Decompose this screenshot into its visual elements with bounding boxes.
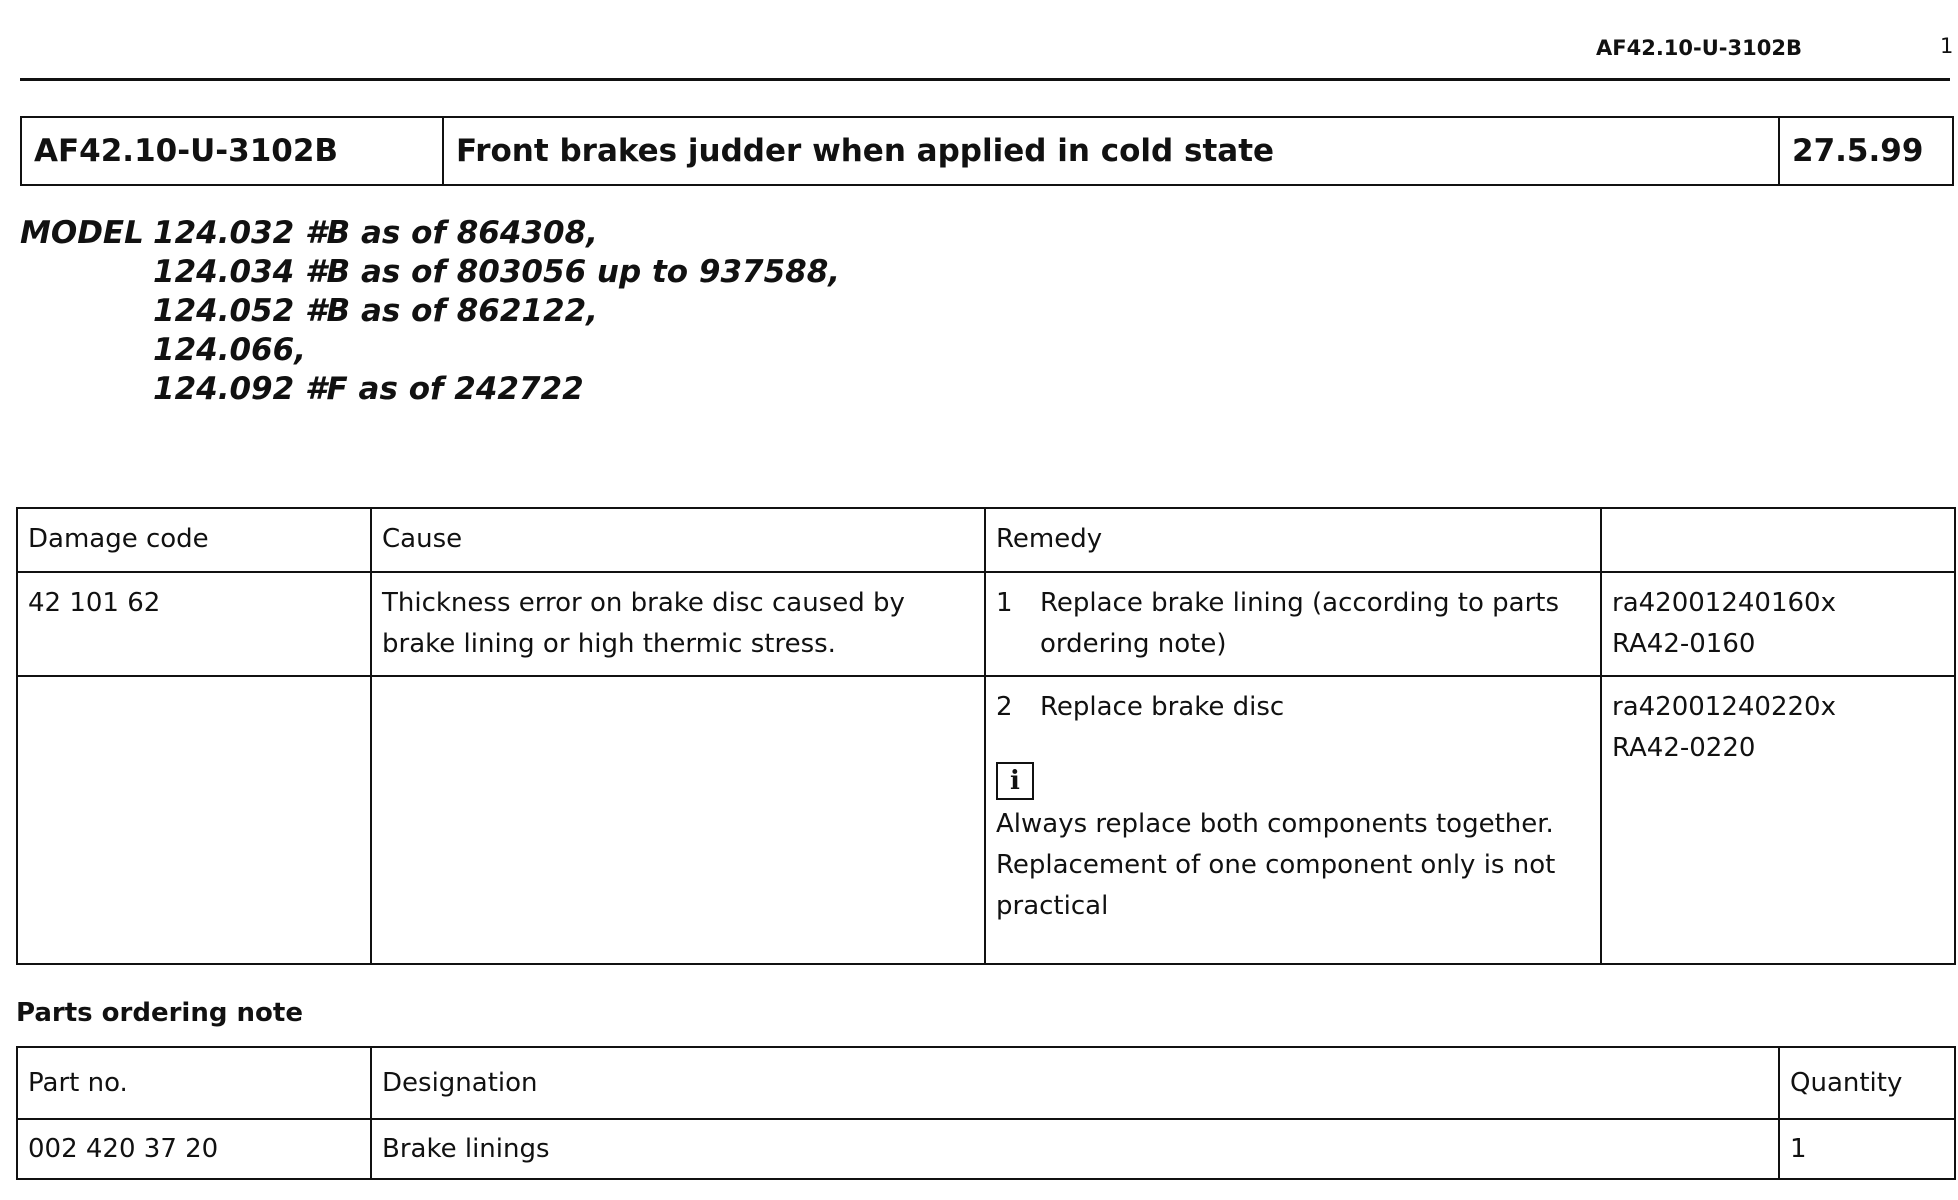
title-text: Front brakes judder when applied in cold state (443, 117, 1779, 185)
table-row (17, 676, 1955, 964)
document-code-header: AF42.10-U-3102B (1596, 36, 1802, 60)
info-icon: i (996, 762, 1034, 800)
cause-cell (371, 676, 985, 964)
remedy-number: 2 (996, 692, 1013, 722)
header-damage-code: Damage code (17, 508, 371, 572)
parts-note-title: Parts ordering note (16, 998, 303, 1028)
header-remedy: Remedy (985, 508, 1601, 572)
damage-table (16, 507, 1956, 965)
remedy-text: Replace brake lining (according to parts ordering note) (1040, 588, 1560, 659)
model-line: 124.066, (153, 332, 306, 368)
header-designation: Designation (371, 1047, 1779, 1119)
table-row (17, 1119, 1955, 1179)
header-reference (1601, 508, 1955, 572)
reference-code: ra42001240220x (1612, 692, 1836, 722)
reference-code: ra42001240160x (1612, 588, 1836, 618)
quantity-cell: 1 (1779, 1119, 1955, 1179)
remedy-cell (985, 676, 1601, 964)
header-cause: Cause (371, 508, 985, 572)
header-divider (20, 78, 1950, 81)
title-date: 27.5.99 (1779, 117, 1953, 185)
reference-id: RA42-0220 (1612, 733, 1756, 763)
model-list (153, 214, 840, 409)
remedy-text: Replace brake disc (1040, 692, 1285, 722)
model-line: 124.032 #B as of 864308, (153, 215, 598, 251)
model-line: 124.052 #B as of 862122, (153, 293, 598, 329)
reference-id: RA42-0160 (1612, 629, 1756, 659)
header-part-no: Part no. (17, 1047, 371, 1119)
designation-cell: Brake linings (371, 1119, 1779, 1179)
header-quantity: Quantity (1779, 1047, 1955, 1119)
model-label: MODEL (20, 215, 144, 251)
remedy-cell (985, 572, 1601, 676)
reference-cell (1601, 572, 1955, 676)
damage-code-cell: 42 101 62 (17, 572, 371, 676)
reference-cell (1601, 676, 1955, 964)
cause-cell: Thickness error on brake disc caused by brake lining or high thermic stress. (371, 572, 985, 676)
parts-table (16, 1046, 1956, 1180)
remedy-note: Always replace both components together. Replacement of one component only is not practical (996, 809, 1556, 921)
model-line: 124.034 #B as of 803056 up to 937588, (153, 254, 841, 290)
damage-code-cell (17, 676, 371, 964)
parts-table-header (17, 1047, 1955, 1119)
title-table (20, 116, 1954, 186)
remedy-number: 1 (996, 588, 1013, 618)
title-code: AF42.10-U-3102B (21, 117, 443, 185)
title-row (21, 117, 1953, 185)
model-line: 124.092 #F as of 242722 (153, 371, 584, 407)
table-row (17, 572, 1955, 676)
page-number: 1 (1940, 34, 1954, 58)
part-number-cell: 002 420 37 20 (17, 1119, 371, 1179)
damage-table-header (17, 508, 1955, 572)
